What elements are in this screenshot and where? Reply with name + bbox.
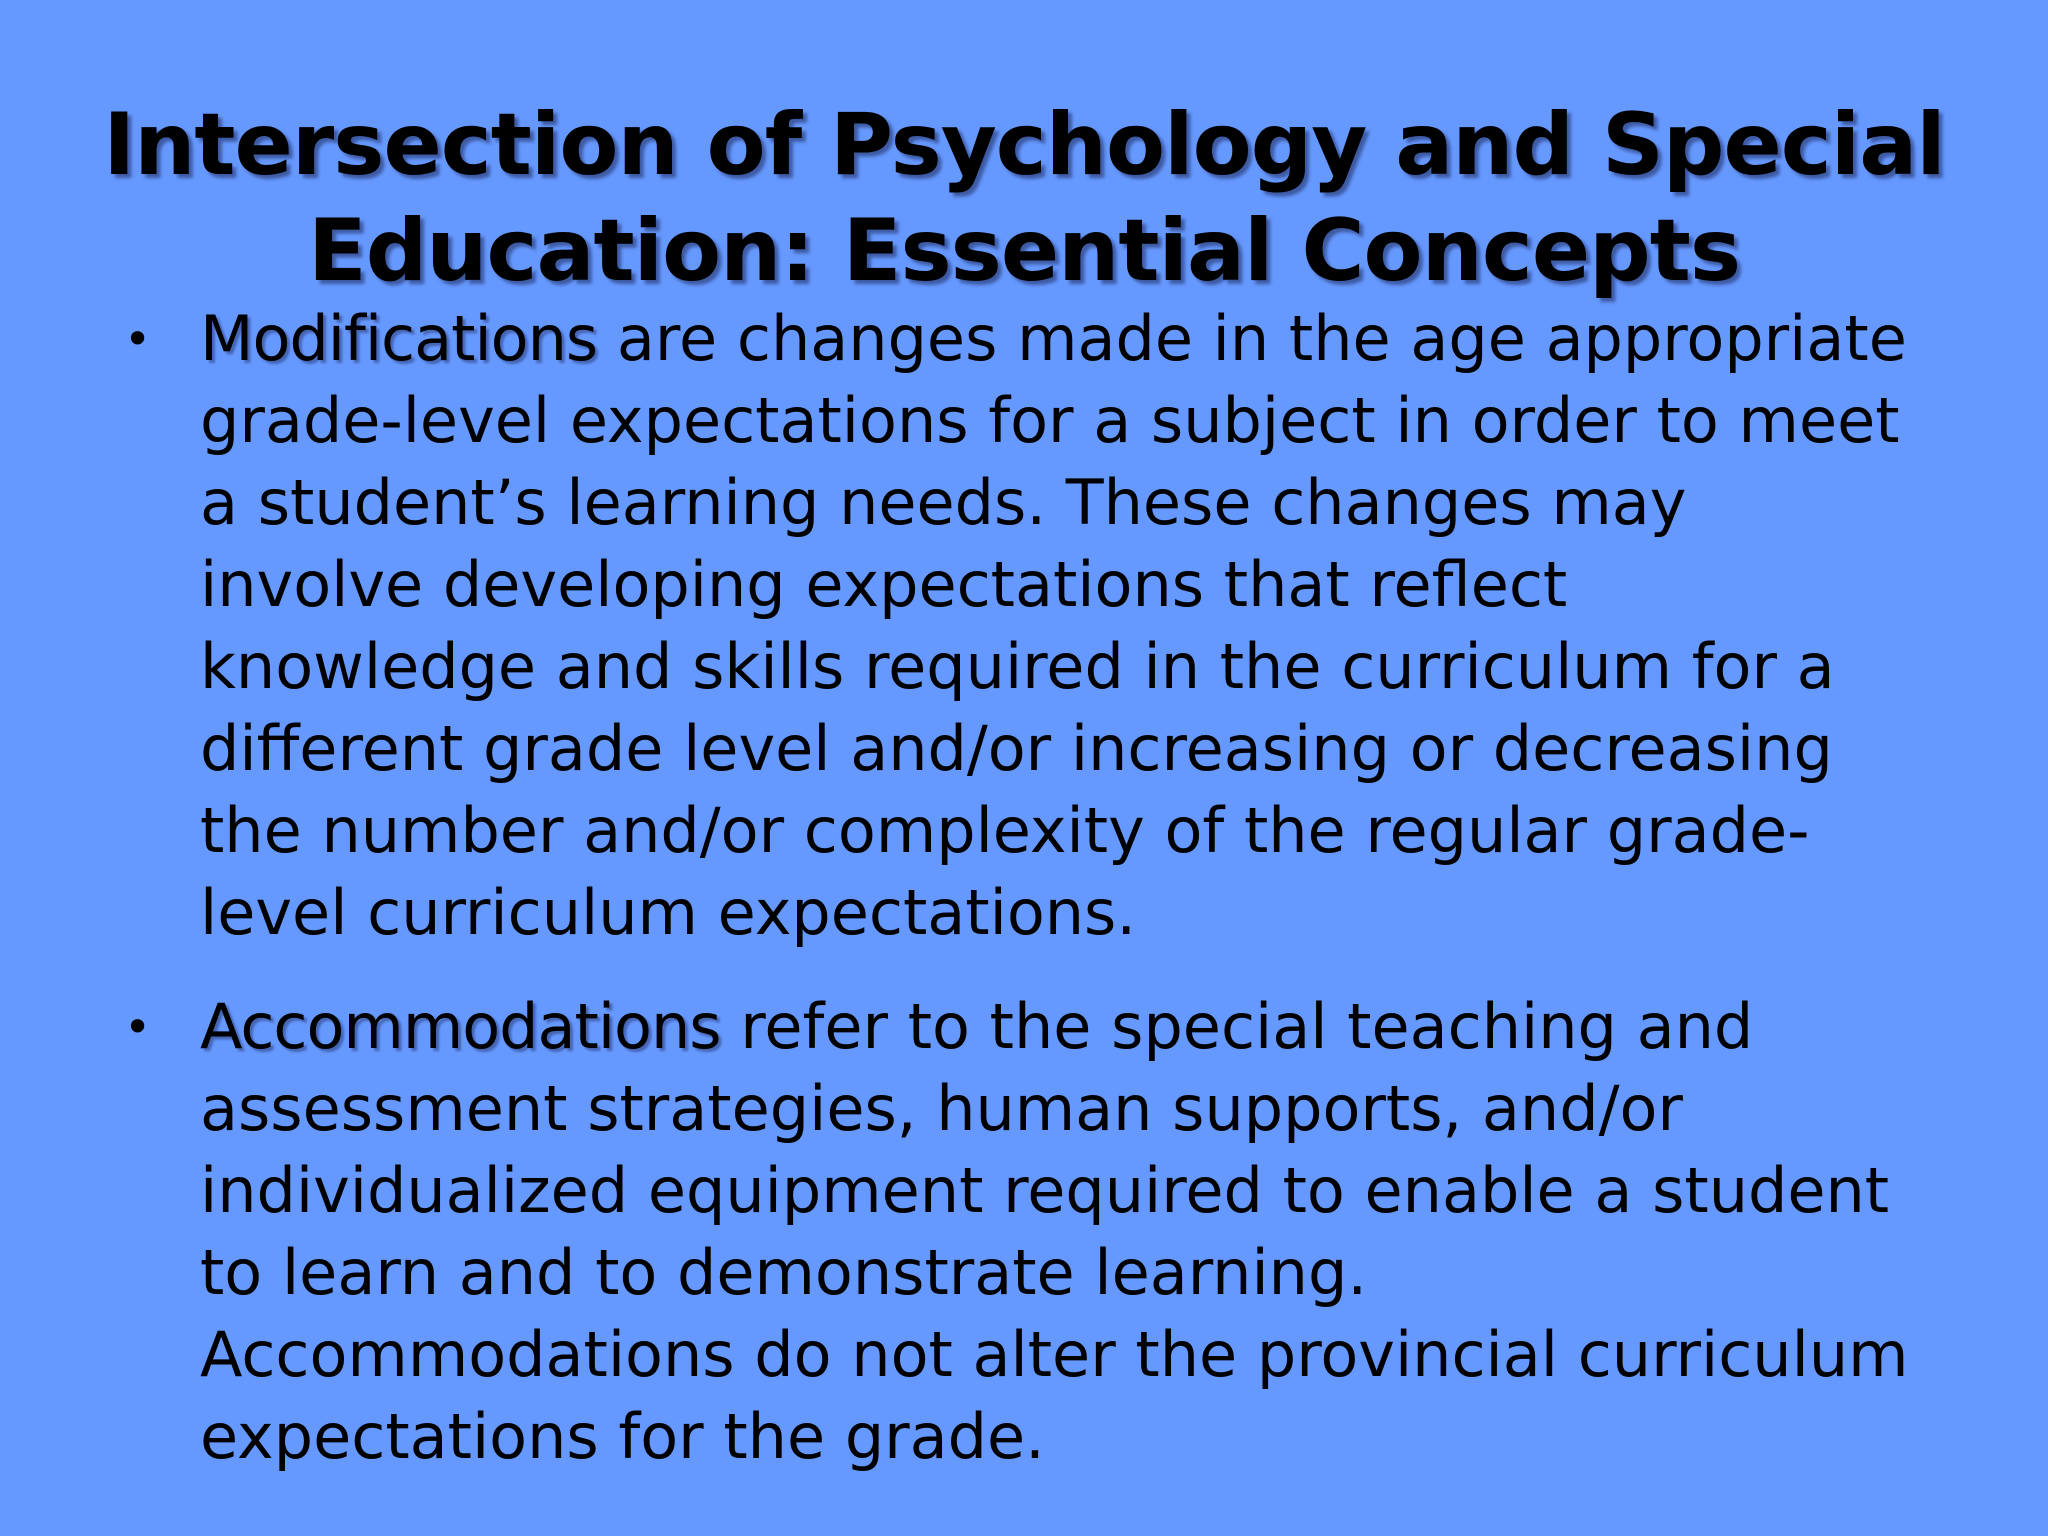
bullet-icon: • [124,1000,152,1054]
bullet-term: Accommodations [200,990,721,1063]
bullet-icon: • [124,312,152,366]
bullet-list [118,298,1918,1510]
bullet-text: are changes made in the age appropriate grade-level expectations for a subject in order to meet a student’s learning needs. These changes may involve developing expectations that reflect knowledge and skills required in the curriculum for a different grade level and/or increasing or decreasing the number and/or complexity of the regular grade-level curriculum expectations. [200,302,1907,949]
bullet-term: Modifications [200,302,598,375]
bullet-text: refer to the special teaching and assessment strategies, human supports, and/or individualized equipment required to enable a student to learn and to demonstrate learning. Accommodations do not alter the provincial curriculum expectations for the grade. [200,990,1909,1473]
bullet-item-accommodations [118,986,1918,1478]
slide-title: Intersection of Psychology and Special Education: Essential Concepts [103,95,1945,301]
bullet-item-modifications [118,298,1918,954]
